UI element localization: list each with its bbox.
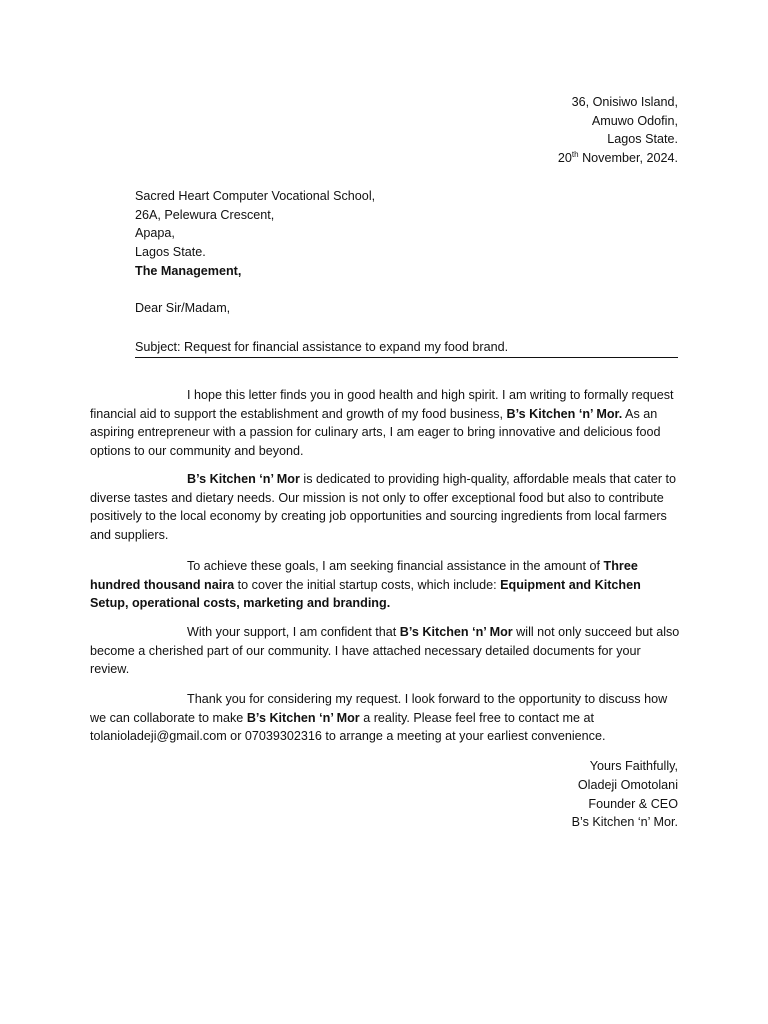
closing-line: Yours Faithfully, — [589, 759, 678, 773]
sender-address-line: Lagos State. — [607, 132, 678, 146]
signatory-name: Oladeji Omotolani — [577, 778, 678, 792]
signatory-company: B’s Kitchen ‘n’ Mor. — [571, 815, 678, 829]
paragraph-text: is dedicated to providing high-quality, affordable meals that cater to diverse tastes and dietary needs. Our mission is not only to offer exceptional food but also to contribute positively to the local economy by creating job opportunities and sourcing ingredients from local farmers and suppliers. — [90, 472, 677, 542]
brand-name: B’s Kitchen ‘n’ Mor — [246, 710, 360, 725]
body-paragraph — [90, 690, 680, 746]
subject-line: Subject: Request for financial assistance to expand my food brand. — [135, 338, 678, 358]
date-suffix: th — [571, 149, 579, 159]
paragraph-text: With your support, I am confident that — [187, 625, 400, 639]
recipient-attention: The Management, — [135, 264, 242, 278]
recipient-line: Apapa, — [135, 226, 175, 240]
recipient-line: 26A, Pelewura Crescent, — [135, 208, 275, 222]
recipient-line: Lagos State. — [135, 245, 206, 259]
brand-name: B’s Kitchen ‘n’ Mor — [187, 472, 300, 486]
sender-address-line: Amuwo Odofin, — [591, 114, 678, 128]
sender-address-line: 36, Onisiwo Island, — [571, 95, 678, 109]
paragraph-text: I hope this letter finds you in good health and high spirit. I am writing to formally request financial aid to support the establishment and growth of my food business, — [90, 388, 674, 421]
paragraph-text: To achieve these goals, I am seeking financial assistance in the amount of — [187, 559, 604, 573]
body-paragraph — [90, 623, 680, 679]
paragraph-text: Thank you for considering my request. I look forward to the opportunity to discuss how we can collaborate to make — [90, 692, 668, 725]
cost-items: Equipment and Kitchen Setup, operational costs, marketing and branding. — [90, 577, 641, 611]
recipient-line: Sacred Heart Computer Vocational School, — [135, 189, 376, 203]
date-rest: November, 2024. — [578, 151, 678, 165]
salutation: Dear Sir/Madam, — [135, 301, 231, 315]
paragraph-text: will not only succeed but also become a cherished part of our community. I have attached necessary detailed documents for your review. — [90, 625, 680, 677]
paragraph-text: to cover the initial startup costs, which include: — [234, 577, 501, 592]
brand-name: B’s Kitchen ‘n’ Mor — [399, 625, 513, 639]
signatory-title: Founder & CEO — [588, 797, 678, 811]
paragraph-text: As an aspiring entrepreneur with a passion for culinary arts, I am eager to bring innovative and delicious food options to our community and beyond. — [90, 406, 661, 458]
letter-date — [558, 149, 678, 167]
body-paragraph — [90, 470, 680, 544]
amount-text: Three hundred thousand naira — [90, 559, 638, 592]
body-paragraph — [90, 557, 680, 613]
date-day: 20 — [557, 151, 572, 165]
brand-name: B’s Kitchen ‘n’ Mor. — [506, 406, 623, 421]
body-paragraph — [90, 386, 680, 460]
paragraph-text: a reality. Please feel free to contact me at tolanioladeji@gmail.com or 07039302316 to arrange a meeting at your earliest convenience. — [90, 710, 606, 744]
